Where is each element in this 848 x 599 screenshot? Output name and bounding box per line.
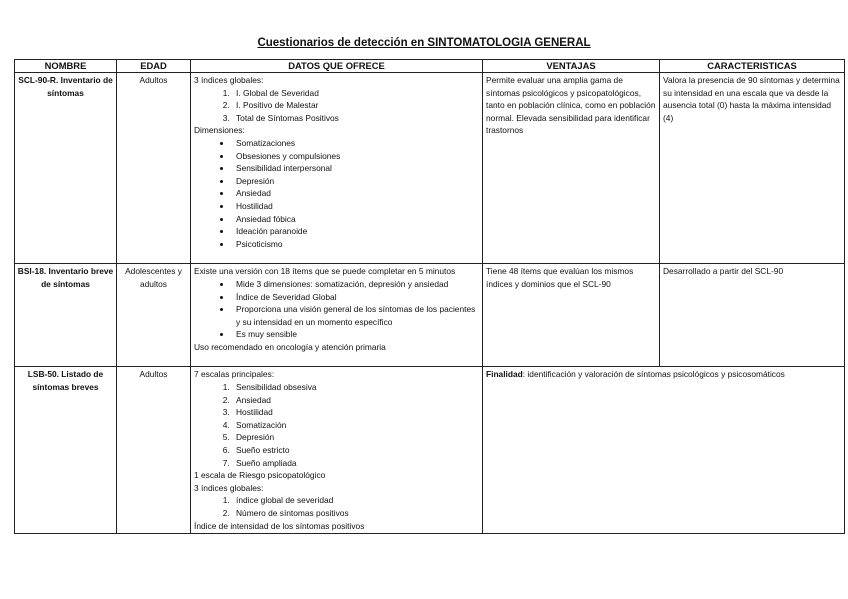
cell-nombre: BSI-18. Inventario breve de síntomas bbox=[15, 264, 117, 367]
list-item: • Sensibilidad interpersonal bbox=[232, 162, 479, 175]
list-item: • Hostilidad bbox=[232, 200, 479, 213]
list-item: • Depresión bbox=[232, 175, 479, 188]
cell-caracteristicas: Desarrollado a partir del SCL-90 bbox=[660, 264, 845, 367]
list-item: 2. I. Positivo de Malestar bbox=[232, 99, 479, 112]
list-item: • Ansiedad bbox=[232, 187, 479, 200]
dimensiones-intro: Dimensiones: bbox=[194, 125, 245, 136]
list-item: 2. Ansiedad bbox=[232, 394, 479, 407]
list-item: • Obsesiones y compulsiones bbox=[232, 150, 479, 163]
bsi-intro: Existe una versión con 18 ítems que se puede completar en 5 minutos bbox=[194, 266, 456, 277]
indices-intro: 3 índices globales: bbox=[194, 75, 264, 85]
escalas-intro: 7 escalas principales: bbox=[194, 369, 275, 380]
questionnaire-table bbox=[14, 59, 845, 534]
riesgo-text: 1 escala de Riesgo psicopatológico bbox=[194, 470, 326, 481]
intensidad-text: Índice de intensidad de los síntomas positivos bbox=[194, 520, 365, 531]
header-ventajas: VENTAJAS bbox=[483, 60, 660, 73]
list-item: • Ansiedad fóbica bbox=[232, 213, 479, 226]
finalidad-text: : identificación y valoración de síntomas psicológicos y psicosomáticos bbox=[522, 369, 785, 380]
list-item: • Somatizaciones bbox=[232, 137, 479, 150]
list-item: 6. Sueño estricto bbox=[232, 444, 479, 457]
list-item: • Índice de Severidad Global bbox=[232, 291, 479, 304]
header-edad: EDAD bbox=[117, 60, 191, 73]
list-item: • Psicoticismo bbox=[232, 238, 479, 251]
list-item: 4. Somatización bbox=[232, 419, 479, 432]
cell-edad: Adultos bbox=[117, 367, 191, 534]
header-row bbox=[15, 60, 845, 73]
list-item: • Proporciona una visión general de los síntomas de los pacientes y su intensidad en un momento específico bbox=[232, 303, 479, 328]
list-item: • Ideación paranoide bbox=[232, 225, 479, 238]
header-caracteristicas: CARACTERISTICAS bbox=[660, 60, 845, 73]
list-item: 3. Total de Síntomas Positivos bbox=[232, 112, 479, 125]
cell-datos bbox=[191, 264, 483, 367]
bsi-bullets bbox=[194, 278, 479, 341]
list-item: 1. índice global de severidad bbox=[232, 494, 479, 507]
table-row-lsb50 bbox=[15, 367, 845, 534]
lsb-indices-intro: 3 índices globales: bbox=[194, 482, 264, 493]
cell-ventajas: Tiene 48 ítems que evalúan los mismos índices y dominios que el SCL-90 bbox=[483, 264, 660, 367]
cell-datos bbox=[191, 73, 483, 264]
escalas-list bbox=[194, 381, 479, 469]
cell-edad: Adultos bbox=[117, 73, 191, 264]
cell-nombre: SCL-90-R. Inventario de síntomas bbox=[15, 73, 117, 264]
list-item: 7. Sueño ampliada bbox=[232, 457, 479, 470]
table-row-scl90 bbox=[15, 73, 845, 264]
lsb-indices-list bbox=[194, 494, 479, 519]
header-nombre: NOMBRE bbox=[15, 60, 117, 73]
cell-ventajas: Permite evaluar una amplia gama de síntomas psicológicos y psicopatológicos, tanto en población clínica, como en población normal. Elevada sensibilidad para identificar trastornos bbox=[483, 73, 660, 264]
list-item: 3. Hostilidad bbox=[232, 406, 479, 419]
cell-finalidad bbox=[483, 367, 845, 534]
list-item: • Es muy sensible bbox=[232, 328, 479, 341]
list-item: 1. Sensibilidad obsesiva bbox=[232, 381, 479, 394]
table-row-bsi18 bbox=[15, 264, 845, 367]
cell-datos bbox=[191, 367, 483, 534]
finalidad-label: Finalidad bbox=[486, 369, 523, 380]
cell-nombre: LSB-50. Listado de síntomas breves bbox=[15, 367, 117, 534]
cell-caracteristicas: Valora la presencia de 90 síntomas y determina su intensidad en una escala que va desde la ausencia total (0) hasta la máxima intensidad (4) bbox=[660, 73, 845, 264]
header-datos: DATOS QUE OFRECE bbox=[191, 60, 483, 73]
list-item: • Mide 3 dimensiones: somatización, depresión y ansiedad bbox=[232, 278, 479, 291]
cell-edad: Adolescentes y adultos bbox=[117, 264, 191, 367]
list-item: 1. I. Global de Severidad bbox=[232, 87, 479, 100]
dimensiones-list bbox=[194, 137, 479, 250]
list-item: 5. Depresión bbox=[232, 431, 479, 444]
page-title: Cuestionarios de detección en SINTOMATOLOGIA GENERAL bbox=[257, 37, 591, 49]
bsi-uso: Uso recomendado en oncología y atención primaria bbox=[194, 341, 386, 352]
indices-list bbox=[194, 87, 479, 125]
list-item: 2. Número de síntomas positivos bbox=[232, 507, 479, 520]
